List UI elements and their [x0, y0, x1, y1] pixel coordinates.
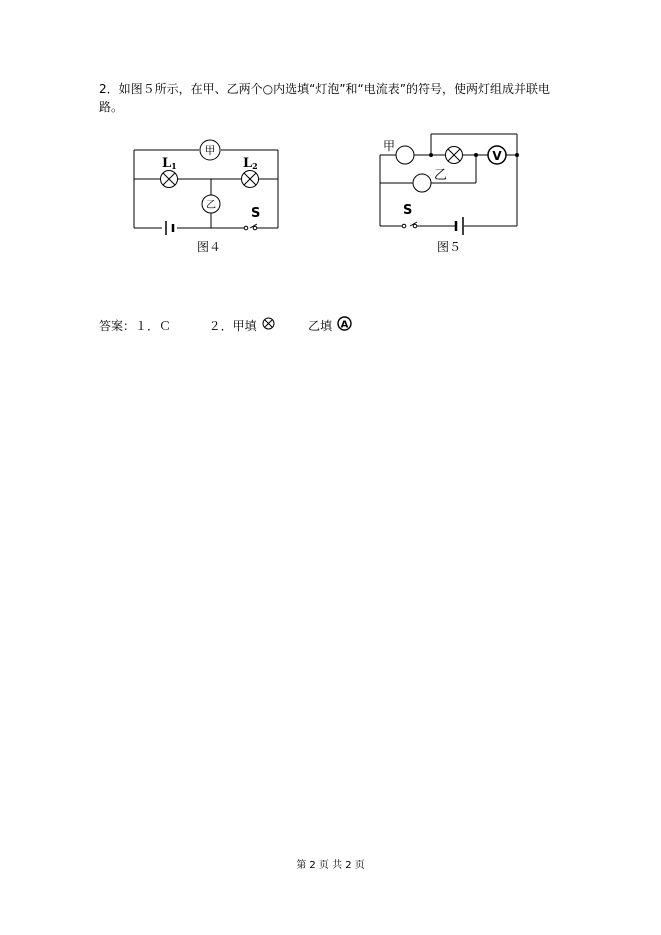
switch-contact — [413, 224, 417, 228]
answer-part3: 乙填 — [308, 319, 333, 333]
lamp-l1-icon — [161, 171, 178, 188]
circuit-diagram-5 — [372, 126, 532, 258]
switch-contact — [402, 224, 406, 228]
question-text: 2．如图５所示，在甲、乙两个○内选填“灯泡”和“电流表”的符号，使两灯组成并联电路。 — [99, 82, 550, 114]
junction-dot — [429, 153, 433, 157]
jia-label: 甲 — [383, 139, 396, 153]
circuit-diagram-4 — [120, 138, 290, 258]
yi-circle — [202, 195, 220, 213]
switch-contact — [253, 226, 257, 230]
answer-part2: ２．甲填 — [208, 319, 257, 333]
figure-4 — [120, 138, 290, 258]
answer-line — [99, 316, 352, 336]
yi-circle — [413, 174, 431, 192]
ammeter-label: A — [340, 319, 349, 331]
lamp-icon — [262, 317, 275, 335]
junction-dot — [515, 153, 519, 157]
junction-dot — [474, 153, 478, 157]
jia-circle — [396, 146, 414, 164]
jia-circle — [200, 140, 220, 160]
lamp-icon — [446, 147, 463, 164]
figure-5 — [372, 126, 532, 258]
ammeter-icon — [337, 316, 352, 336]
switch-contact — [244, 226, 248, 230]
figure-4-caption: 图４ — [196, 240, 222, 254]
answer-prefix: 答案：１．Ｃ — [99, 319, 172, 333]
voltmeter-label: V — [492, 149, 502, 163]
l1-label: L1 — [162, 156, 177, 171]
l2-label: L2 — [243, 156, 258, 171]
figure-5-caption: 图５ — [436, 240, 462, 254]
jia-label: 甲 — [204, 144, 216, 157]
switch-label: S — [403, 203, 413, 218]
yi-label: 乙 — [434, 168, 448, 183]
switch-label: S — [251, 206, 261, 221]
voltmeter-icon — [488, 146, 506, 164]
lamp-l2-icon — [242, 171, 259, 188]
page-footer: 第 2 页 共 2 页 — [296, 860, 365, 871]
yi-label: 乙 — [206, 200, 216, 211]
